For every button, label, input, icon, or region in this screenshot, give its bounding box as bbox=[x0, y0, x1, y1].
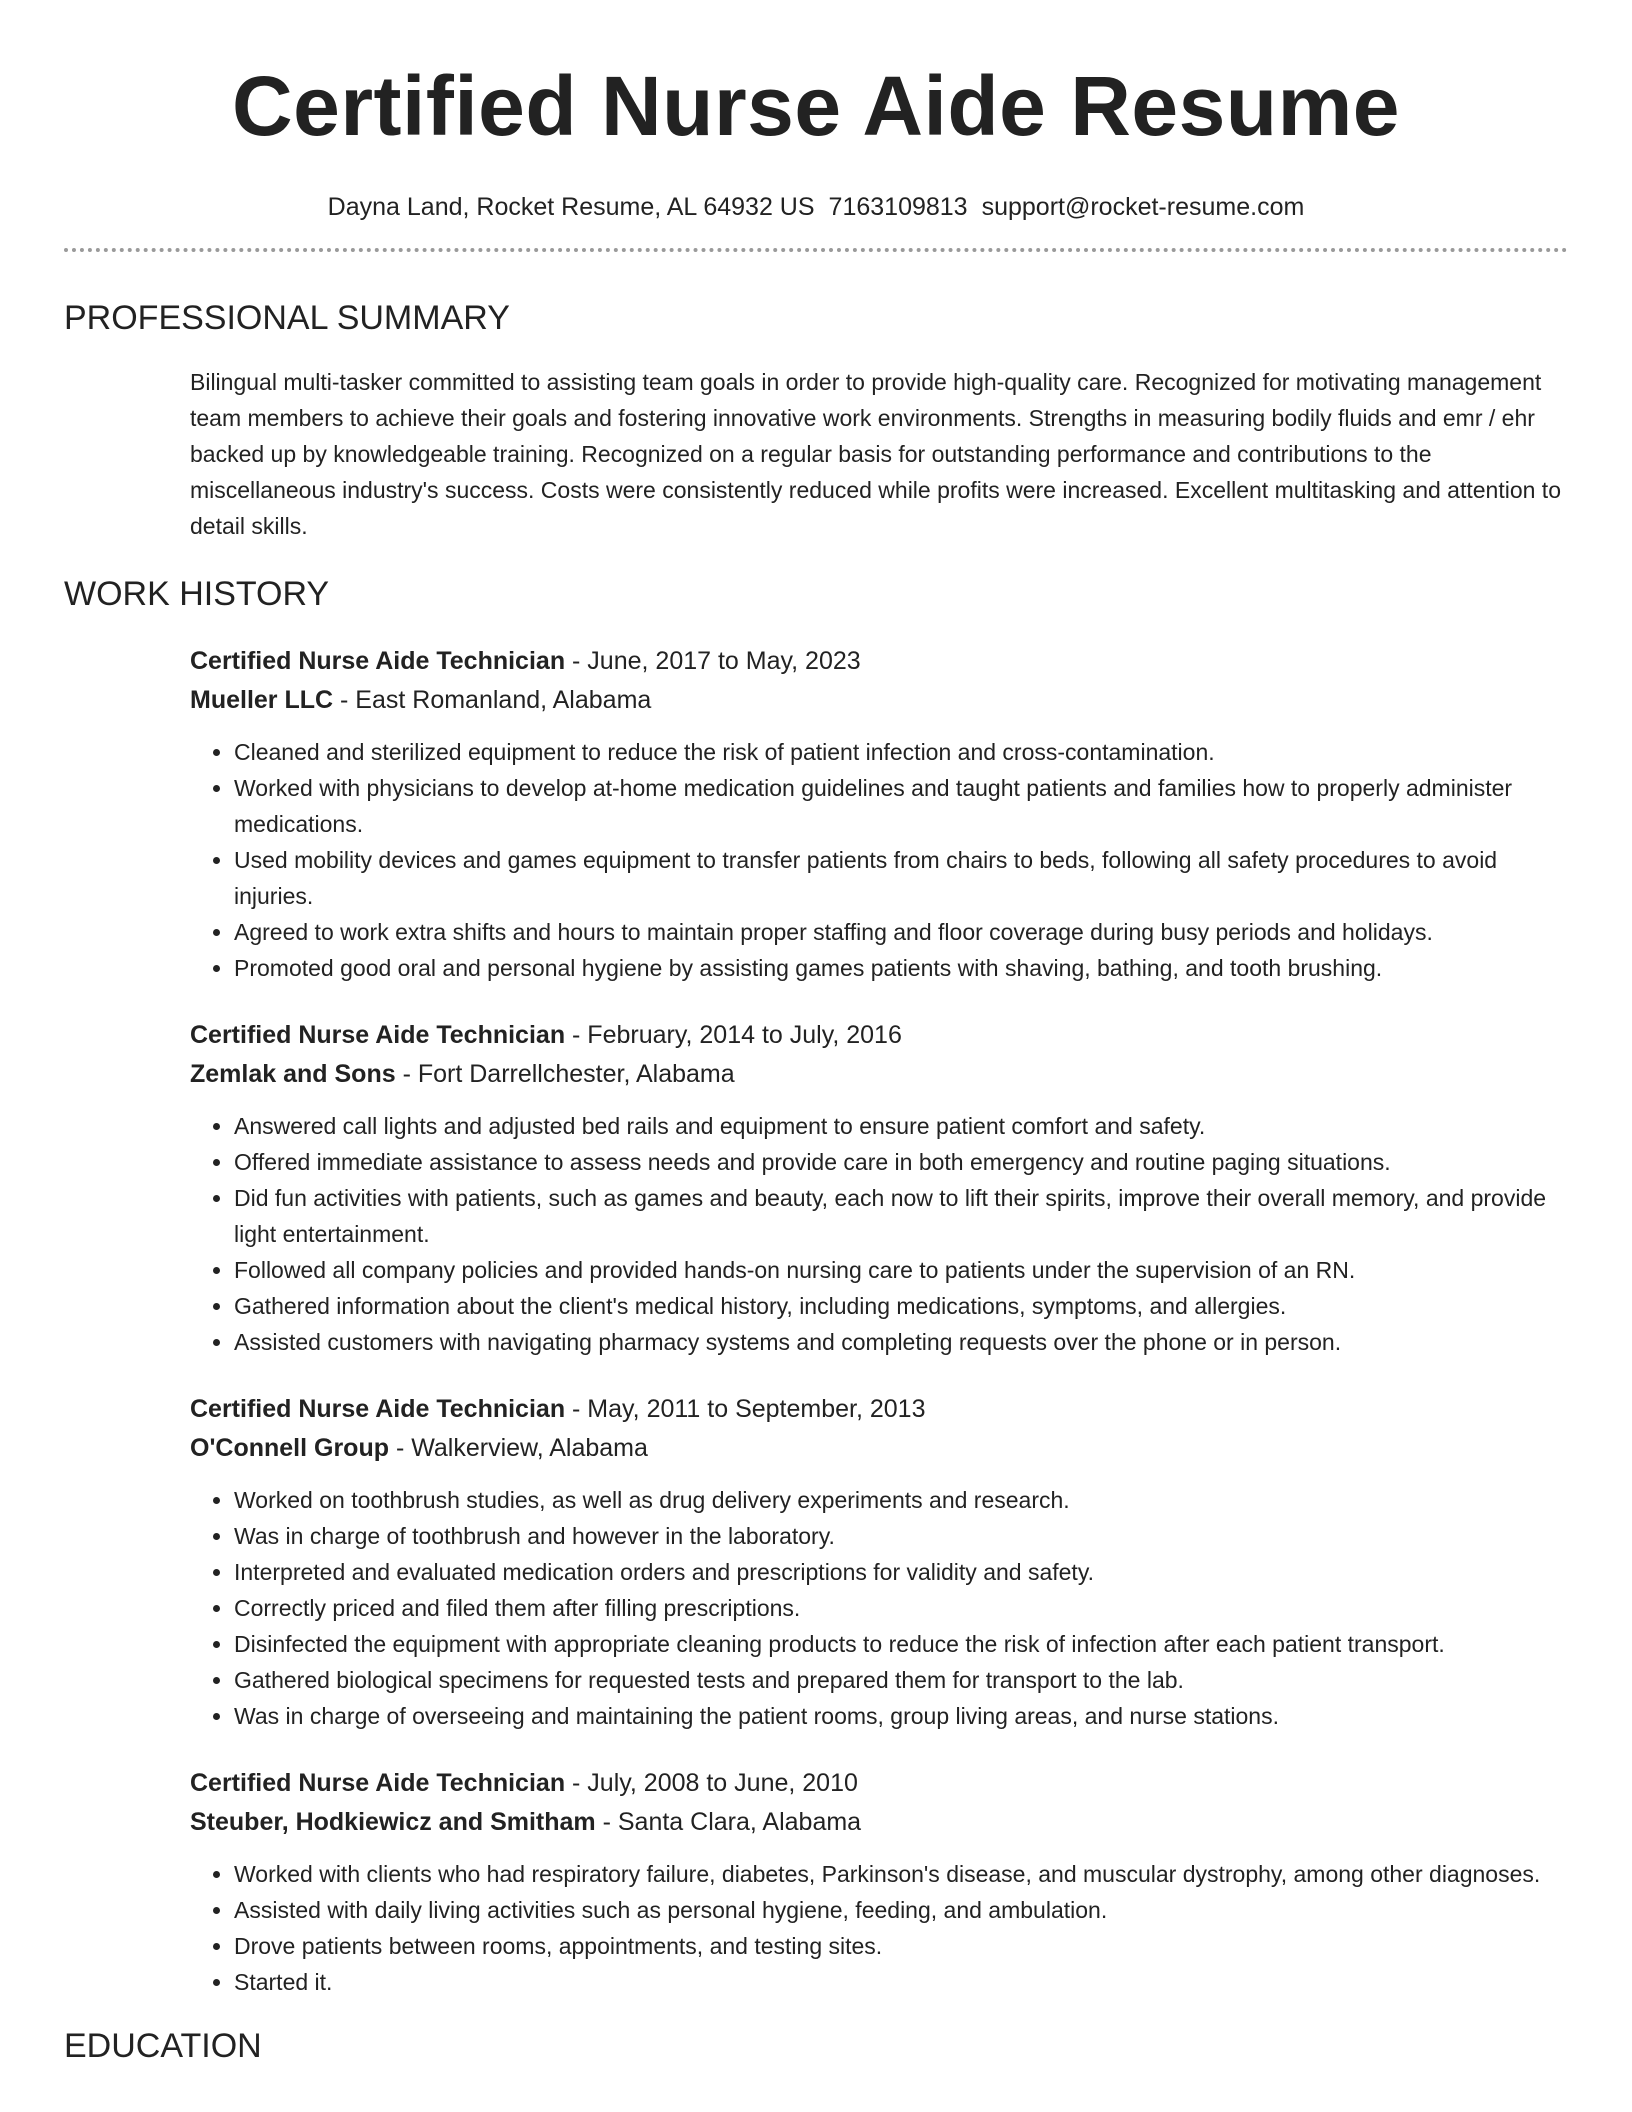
job-title-line bbox=[190, 1390, 1568, 1429]
job-location: - Fort Darrellchester, Alabama bbox=[395, 1060, 735, 1088]
job-bullet: • Cleaned and sterilized equipment to reduce the risk of patient infection and cross-contamination. bbox=[234, 734, 1568, 770]
job-entry bbox=[190, 1016, 1568, 1360]
job-bullet: • Correctly priced and filed them after filling prescriptions. bbox=[234, 1590, 1568, 1626]
contact-address: Dayna Land, Rocket Resume, AL 64932 US bbox=[327, 193, 815, 221]
job-entry bbox=[190, 1764, 1568, 2000]
job-dates: - May, 2011 to September, 2013 bbox=[565, 1395, 926, 1423]
job-bullet: • Agreed to work extra shifts and hours to maintain proper staffing and floor coverage during busy periods and holidays. bbox=[234, 914, 1568, 950]
job-bullet: • Worked with clients who had respiratory failure, diabetes, Parkinson's disease, and muscular dystrophy, among other diagnoses. bbox=[234, 1856, 1568, 1892]
job-title: Certified Nurse Aide Technician bbox=[190, 1769, 566, 1797]
job-company-line bbox=[190, 681, 1568, 720]
contact-phone: 7163109813 bbox=[828, 193, 968, 221]
job-bullets bbox=[190, 734, 1568, 986]
summary-text: Bilingual multi-tasker committed to assisting team goals in order to provide high-quality care. Recognized for motivating management team members to achieve their goals and fostering innovative work environments. Strengths in measuring bodily fluids and emr / ehr backed up by knowledgeable training. Recognized on a regular basis for outstanding performance and contributions to the miscellaneous industry's success. Costs were consistently reduced while profits were increased. Excellent multitasking and attention to detail skills. bbox=[190, 369, 1561, 539]
job-bullet: • Started it. bbox=[234, 1964, 1568, 2000]
job-entry bbox=[190, 642, 1568, 986]
work-history-list bbox=[64, 642, 1568, 2000]
job-bullets bbox=[190, 1856, 1568, 2000]
job-bullet: • Did fun activities with patients, such as games and beauty, each now to lift their spirits, improve their overall memory, and provide light entertainment. bbox=[234, 1180, 1568, 1252]
job-bullet: • Was in charge of toothbrush and however in the laboratory. bbox=[234, 1518, 1568, 1554]
job-company-line bbox=[190, 1429, 1568, 1468]
job-title: Certified Nurse Aide Technician bbox=[190, 647, 566, 675]
job-bullet: • Was in charge of overseeing and maintaining the patient rooms, group living areas, and nurse stations. bbox=[234, 1698, 1568, 1734]
job-title: Certified Nurse Aide Technician bbox=[190, 1395, 566, 1423]
job-bullets bbox=[190, 1108, 1568, 1360]
contact-email: support@rocket-resume.com bbox=[981, 193, 1305, 221]
resume-page bbox=[64, 0, 1568, 2066]
job-bullet: • Worked on toothbrush studies, as well as drug delivery experiments and research. bbox=[234, 1482, 1568, 1518]
job-bullet: • Promoted good oral and personal hygiene by assisting games patients with shaving, bathing, and tooth brushing. bbox=[234, 950, 1568, 986]
job-bullet: • Followed all company policies and provided hands-on nursing care to patients under the supervision of an RN. bbox=[234, 1252, 1568, 1288]
job-entry bbox=[190, 1390, 1568, 1734]
job-company: Mueller LLC bbox=[190, 686, 334, 714]
job-bullet: • Used mobility devices and games equipment to transfer patients from chairs to beds, following all safety procedures to avoid injuries. bbox=[234, 842, 1568, 914]
job-location: - East Romanland, Alabama bbox=[333, 686, 652, 714]
job-dates: - June, 2017 to May, 2023 bbox=[565, 647, 861, 675]
job-bullet: • Gathered biological specimens for requested tests and prepared them for transport to the lab. bbox=[234, 1662, 1568, 1698]
job-bullet: • Answered call lights and adjusted bed rails and equipment to ensure patient comfort and safety. bbox=[234, 1108, 1568, 1144]
job-dates: - February, 2014 to July, 2016 bbox=[565, 1021, 902, 1049]
job-bullet: • Interpreted and evaluated medication orders and prescriptions for validity and safety. bbox=[234, 1554, 1568, 1590]
job-company: Zemlak and Sons bbox=[190, 1060, 396, 1088]
job-bullet: • Gathered information about the client's medical history, including medications, symptoms, and allergies. bbox=[234, 1288, 1568, 1324]
contact-line bbox=[64, 192, 1568, 222]
header-divider bbox=[64, 248, 1568, 252]
job-bullet: • Drove patients between rooms, appointments, and testing sites. bbox=[234, 1928, 1568, 1964]
job-company-line bbox=[190, 1803, 1568, 1842]
job-dates: - July, 2008 to June, 2010 bbox=[565, 1769, 858, 1797]
resume-title: Certified Nurse Aide Resume bbox=[231, 59, 1401, 153]
job-company: Steuber, Hodkiewicz and Smitham bbox=[190, 1808, 596, 1836]
job-bullet: • Worked with physicians to develop at-home medication guidelines and taught patients and families how to properly administer medications. bbox=[234, 770, 1568, 842]
job-title-line bbox=[190, 642, 1568, 681]
job-bullet: • Offered immediate assistance to assess needs and provide care in both emergency and routine paging situations. bbox=[234, 1144, 1568, 1180]
job-company: O'Connell Group bbox=[190, 1434, 389, 1462]
summary-heading: PROFESSIONAL SUMMARY bbox=[64, 299, 510, 337]
job-title-line bbox=[190, 1016, 1568, 1055]
job-location: - Walkerview, Alabama bbox=[389, 1434, 648, 1462]
work-history-heading: WORK HISTORY bbox=[64, 575, 330, 613]
job-title: Certified Nurse Aide Technician bbox=[190, 1021, 566, 1049]
job-company-line bbox=[190, 1055, 1568, 1094]
job-title-line bbox=[190, 1764, 1568, 1803]
job-bullets bbox=[190, 1482, 1568, 1734]
job-bullet: • Assisted with daily living activities such as personal hygiene, feeding, and ambulation. bbox=[234, 1892, 1568, 1928]
job-location: - Santa Clara, Alabama bbox=[595, 1808, 862, 1836]
job-bullet: • Disinfected the equipment with appropriate cleaning products to reduce the risk of infection after each patient transport. bbox=[234, 1626, 1568, 1662]
job-bullet: • Assisted customers with navigating pharmacy systems and completing requests over the phone or in person. bbox=[234, 1324, 1568, 1360]
education-heading: EDUCATION bbox=[64, 2027, 262, 2065]
